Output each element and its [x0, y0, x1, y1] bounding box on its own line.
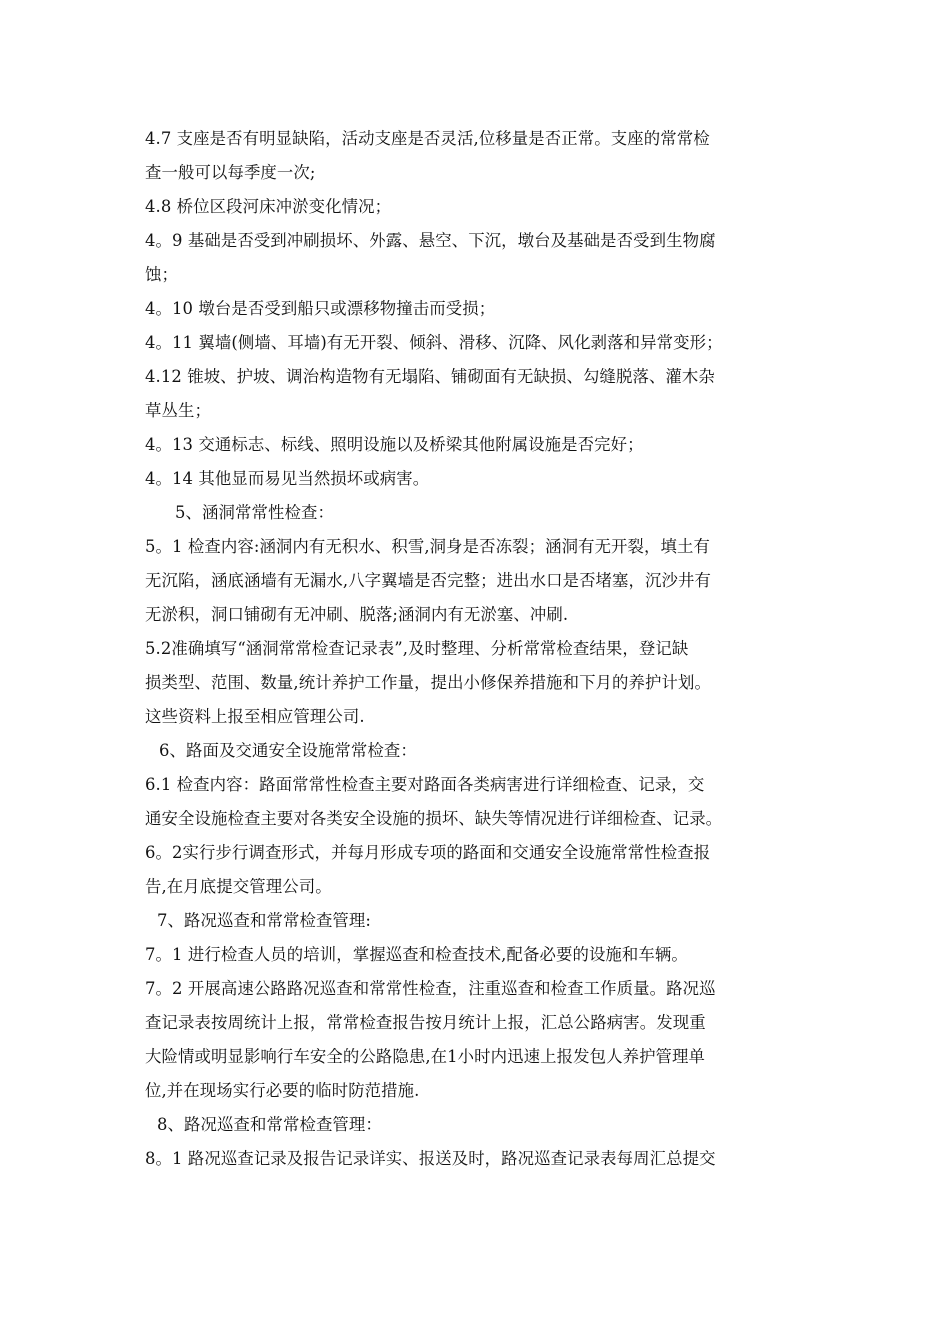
- section-heading: 5、涵洞常常性检查：: [175, 503, 334, 522]
- text-line: 损类型、范围、数量,统计养护工作量，提出小修保养措施和下月的养护计划。: [145, 673, 711, 692]
- text-line: 大险情或明显影响行车安全的公路隐患,在1小时内迅速上报发包人养护管理单: [145, 1047, 706, 1066]
- text-line: 无淤积，洞口铺砌有无冲刷、脱落;涵洞内有无淤塞、冲刷.: [145, 605, 569, 624]
- text-line: 查一般可以每季度一次;: [145, 163, 316, 182]
- text-line: 4.12 锥坡、护坡、调治构造物有无塌陷、铺砌面有无缺损、勾缝脱落、灌木杂: [145, 367, 715, 386]
- text-line: 4.8 桥位区段河床冲淤变化情况；: [145, 197, 392, 216]
- text-line: 4。13 交通标志、标线、照明设施以及桥梁其他附属设施是否完好；: [145, 435, 644, 454]
- text-line: 5。1 检查内容:涵洞内有无积水、积雪,洞身是否冻裂；涵洞有无开裂，填土有: [145, 537, 710, 556]
- text-line: 5.2准确填写“涵洞常常检查记录表”,及时整理、分析常常检查结果，登记缺: [145, 639, 689, 658]
- text-line: 4。9 基础是否受到冲刷损坏、外露、悬空、下沉，墩台及基础是否受到生物腐: [145, 231, 716, 250]
- section-heading: 8、路况巡查和常常检查管理：: [157, 1115, 382, 1134]
- text-line: 4。10 墩台是否受到船只或漂移物撞击而受损；: [145, 299, 496, 318]
- text-line: 通安全设施检查主要对各类安全设施的损坏、缺失等情况进行详细检查、记录。: [145, 809, 723, 828]
- text-line: 4。11 翼墙(侧墙、耳墙)有无开裂、倾斜、滑移、沉降、风化剥落和异常变形；: [145, 333, 723, 352]
- text-line: 查记录表按周统计上报，常常检查报告按月统计上报，汇总公路病害。发现重: [145, 1013, 706, 1032]
- text-line: 告,在月底提交管理公司。: [145, 877, 332, 896]
- section-heading: 7、路况巡查和常常检查管理:: [157, 911, 372, 930]
- text-line: 8。1 路况巡查记录及报告记录详实、报送及时，路况巡查记录表每周汇总提交: [145, 1149, 716, 1168]
- text-line: 7。2 开展高速公路路况巡查和常常性检查，注重巡查和检查工作质量。路况巡: [145, 979, 716, 998]
- section-heading: 6、路面及交通安全设施常常检查：: [159, 741, 417, 760]
- text-line: 7。1 进行检查人员的培训，掌握巡查和检查技术,配备必要的设施和车辆。: [145, 945, 688, 964]
- text-line: 位,并在现场实行必要的临时防范措施.: [145, 1081, 420, 1100]
- text-line: 6.1 检查内容：路面常常性检查主要对路面各类病害进行详细检查、记录，交: [145, 775, 705, 794]
- text-line: 蚀；: [145, 265, 178, 284]
- text-line: 6。2实行步行调查形式，并每月形成专项的路面和交通安全设施常常性检查报: [145, 843, 711, 862]
- text-line: 4.7 支座是否有明显缺陷，活动支座是否灵活,位移量是否正常。支座的常常检: [145, 129, 710, 148]
- text-line: 草丛生；: [145, 401, 211, 420]
- text-line: 4。14 其他显而易见当然损坏或病害。: [145, 469, 430, 488]
- text-line: 这些资料上报至相应管理公司.: [145, 707, 365, 726]
- text-line: 无沉陷，涵底涵墙有无漏水,八字翼墙是否完整；进出水口是否堵塞，沉沙井有: [145, 571, 711, 590]
- document-body: [145, 122, 810, 1176]
